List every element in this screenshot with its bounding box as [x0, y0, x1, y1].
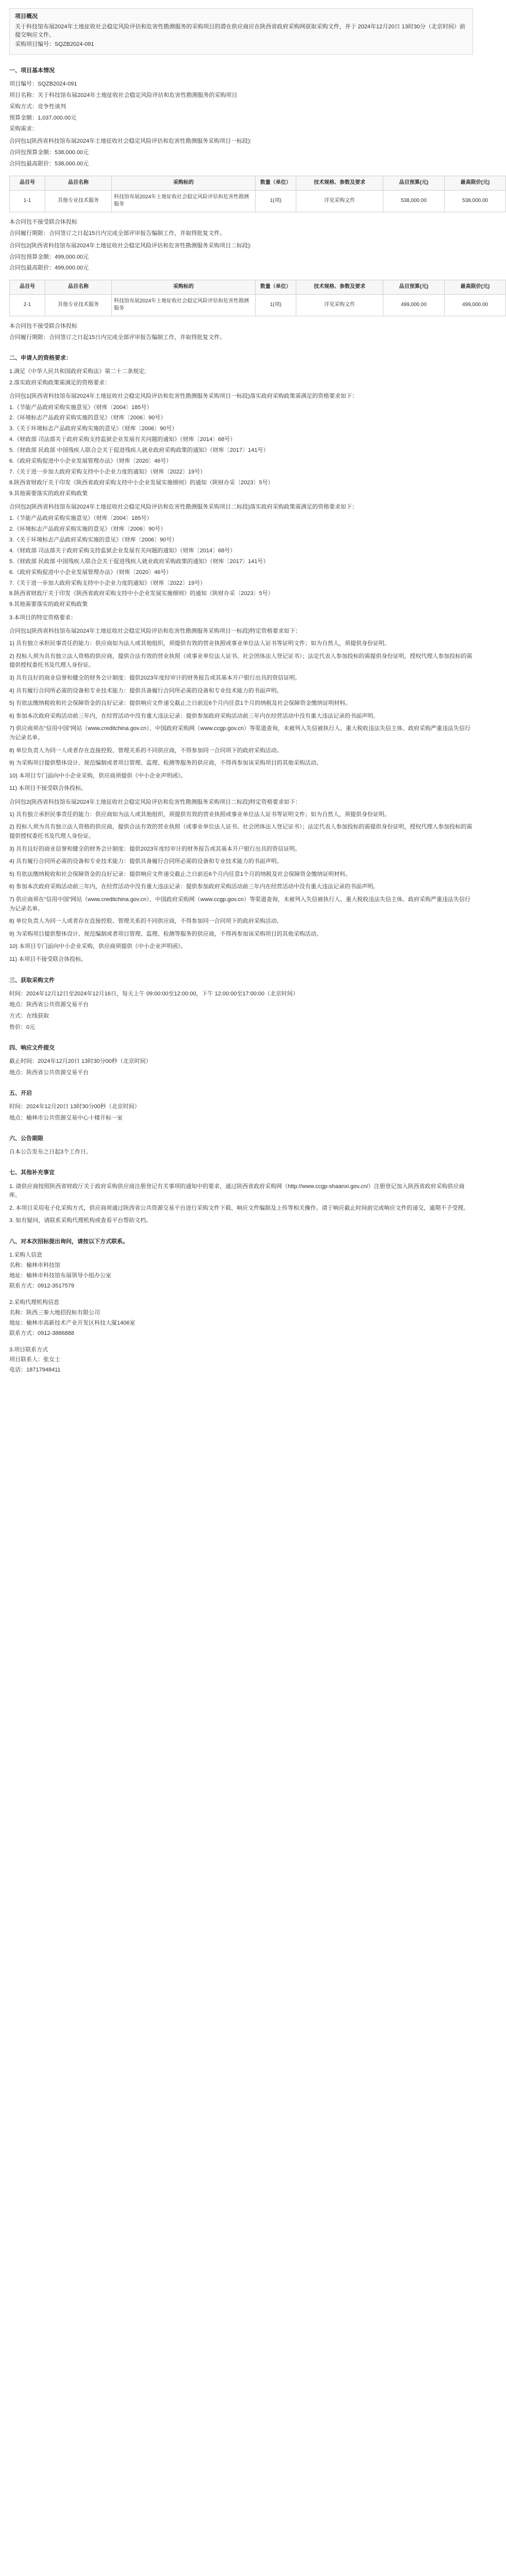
policy-item: 6.《政府采购促进中小企业发展管理办法》（财库〔2020〕46号） — [9, 569, 172, 575]
package-1-table-wrap — [9, 176, 490, 212]
announcement-content — [9, 8, 490, 1377]
document-access-place: 地点：陕西省公共资源交易平台 — [9, 1002, 89, 1008]
buyer-title: 1.采购人信息 — [9, 1252, 43, 1258]
opening-time: 时间：2024年12月20日 13时30分00秒（北京时间） — [9, 1104, 140, 1110]
package-1-cell: 1(项) — [256, 190, 296, 212]
policy-item: 7.《关于进一步加大政府采购支持中小企业力度的通知》（财库〔2022〕19号） — [9, 469, 206, 476]
policy-item: 5.《财政部 民政部 中国残疾人联合会关于促进残疾人就业政府采购政策的通知》（财库〔2017〕141号） — [9, 558, 269, 565]
special-requirement-item: 4) 具有履行合同所必需的设备和专业技术能力：提供具备履行合同所必需的设备和专业技术能力的书面声明。 — [9, 858, 282, 865]
buyer-contact: 联系方式：0912-3517579 — [9, 1282, 74, 1289]
package-2-special-intro: 合同包2(陕西省科技馆布展2024年土地征收社会稳定风险评估和危害性勘测服务采购项目二标段)特定资格要求如下： — [9, 799, 301, 805]
package-2-policy-intro: 合同包2(陕西省科技馆布展2024年土地征收社会稳定风险评估和危害性勘测服务采购项目二标段)落实政府采购政策需满足的资格要求如下： — [9, 503, 358, 510]
qualification-line-1: 1.满足《中华人民共和国政府采购法》第二十二条规定; — [9, 368, 146, 375]
package-1-header-cell: 采购标的 — [112, 176, 256, 191]
section-3-title: 三、获取采购文件 — [9, 977, 55, 984]
package-2-cell: 2-1 — [10, 294, 45, 316]
package-2-table-header-row — [10, 280, 506, 295]
project-contact-phone: 电话：18717948411 — [9, 1367, 61, 1374]
special-requirement-item: 3) 具有良好的商业信誉和健全的财务会计制度：提供2023年度经审计的财务报告或其基本开户银行出具的资信证明。 — [9, 674, 301, 681]
special-requirement-item: 1) 具有独立承担民事责任的能力：供应商如为法人或其他组织，须提供有效的营业执照或事业单位法人证书等证明文件；如为自然人，须提供身份证明。 — [9, 811, 390, 818]
policy-item: 9.其他需要落实的政府采购政策 — [9, 490, 88, 497]
package-1-intro: 合同包1(陕西省科技馆布展2024年土地征收社会稳定风险评估和危害性勘测服务采购项目一标段): — [9, 138, 251, 145]
package-1-header-cell: 最高限价(元) — [445, 176, 506, 191]
package-1-cell: 538,000.00 — [445, 190, 506, 212]
project-contact-person: 项目联系人：张女士 — [9, 1357, 60, 1363]
package-1-table-header-row — [10, 176, 506, 191]
special-requirement-item: 1) 具有独立承担民事责任的能力：供应商如为法人或其他组织，须提供有效的营业执照或事业单位法人证书等证明文件；如为自然人，须提供身份证明。 — [9, 640, 390, 647]
policy-item: 1.《节能产品政府采购实施意见》（财库〔2004〕185号） — [9, 404, 153, 411]
agency-name: 名称：陕西三秦大地招投标有限公司 — [9, 1309, 100, 1316]
requirement-intro: 采购需求： — [9, 126, 38, 132]
buyer-address: 地址：榆林市科技馆布展领导小组办公室 — [9, 1272, 111, 1279]
special-requirement-item: 6) 参加本次政府采购活动前三年内，在经营活动中没有重大违法记录：提供参加政府采购活动前三年内在经营活动中没有重大违法记录的书面声明。 — [9, 713, 379, 719]
document-access-method: 方式：在线获取 — [9, 1013, 49, 1020]
additional-info-2: 2. 本项目采用电子化采购方式，供应商须通过陕西省公共资源交易平台进行采购文件下载、响应文件编制及上传等相关操作。请于响应截止时间前完成响应文件的递交，逾期不予受理。 — [9, 1205, 469, 1211]
policy-item: 8.陕西省财政厅关于印发《陕西省政府采购支持中小企业发展实施细则》的通知（陕财办采〔2023〕5号） — [9, 480, 274, 486]
package-1-term: 合同履行期限：合同签订之日起15日内完成全部评审报告编制工作，并取得批复文件。 — [9, 230, 226, 236]
special-requirement-item: 2) 投标人须为具有独立法人资格的供应商，提供合法有效的营业执照（或事业单位法人证书、社会团体法人登记证书）；法定代表人参加投标的需提供身份证明，授权代理人参加投标的需提供授权委托书及代理人身份证。 — [9, 824, 473, 840]
package-1-header-cell: 技术规格、参数及要求 — [296, 176, 383, 191]
package-1-header-cell: 品目名称 — [45, 176, 112, 191]
package-2-policy-block — [9, 503, 473, 609]
section-4-title: 四、响应文件提交 — [9, 1045, 55, 1052]
budget-total: 预算金额：1,037,000.00元 — [9, 114, 77, 121]
section-7-title: 七、其他补充事宜 — [9, 1169, 55, 1176]
package-2-block — [9, 242, 490, 342]
package-2-policy-list — [9, 515, 473, 609]
special-requirement-item: 4) 具有履行合同所必需的设备和专业技术能力：提供具备履行合同所必需的设备和专业技术能力的书面声明。 — [9, 687, 282, 694]
special-requirement-item: 3) 具有良好的商业信誉和健全的财务会计制度：提供2023年度经审计的财务报告或其基本开户银行出具的资信证明。 — [9, 845, 301, 852]
policy-item: 8.陕西省财政厅关于印发《陕西省政府采购支持中小企业发展实施细则》的通知（陕财办采〔2023〕5号） — [9, 590, 274, 597]
special-requirement-item: 11) 本项目不接受联合体投标。 — [9, 785, 87, 792]
special-requirement-item: 10) 本项目专门面向中小企业采购，供应商须提供《中小企业声明函》。 — [9, 772, 187, 779]
package-1-table — [9, 176, 506, 212]
special-requirement-item: 5) 有依法缴纳税收和社会保障资金的良好记录：提供响应文件递交截止之日前近6个月内任意1个月的纳税及社会保障资金缴纳证明材料。 — [9, 871, 351, 877]
policy-item: 2.《环境标志产品政府采购实施的意见》（财库〔2006〕90号） — [9, 526, 166, 532]
qualification-line-2: 2.落实政府采购政策需满足的资格要求： — [9, 379, 111, 386]
special-requirement-item: 9) 为采购项目提供整体设计、规范编制或者项目管理、监理、检测等服务的供应商，不得再参加该采购项目的其他采购活动。 — [9, 930, 322, 937]
package-1-limit: 合同包最高限价：538,000.00元 — [9, 161, 89, 167]
package-2-header-cell: 技术规格、参数及要求 — [296, 280, 383, 295]
package-1-special-block — [9, 628, 473, 793]
package-2-budget: 合同包预算金额：499,000.00元 — [9, 253, 89, 260]
package-1-header-cell: 品目号 — [10, 176, 45, 191]
package-1-policy-list — [9, 404, 473, 498]
submission-deadline: 截止时间：2024年12月20日 13时30分00秒（北京时间） — [9, 1058, 151, 1065]
policy-item: 6.《政府采购促进中小企业发展管理办法》（财库〔2020〕46号） — [9, 458, 172, 465]
package-2-header-cell: 品目名称 — [45, 280, 112, 295]
agency-contact-block — [9, 1299, 473, 1338]
package-1-header-cell: 数量（单位） — [256, 176, 296, 191]
package-2-cell: 1(项) — [256, 294, 296, 316]
project-number: 项目编号：SQZB2024-091 — [9, 80, 77, 87]
special-requirement-item: 10) 本项目专门面向中小企业采购，供应商须提供《中小企业声明函》。 — [9, 943, 187, 950]
package-2-header-cell: 品目号 — [10, 280, 45, 295]
package-1-block — [9, 138, 490, 238]
qualification-line-3: 3.本项目的特定资格要求： — [9, 615, 77, 621]
policy-item: 4.《财政部 司法部关于政府采购支持监狱企业发展有关问题的通知》（财库〔2014〕68号） — [9, 547, 236, 554]
section-5-title: 五、开启 — [9, 1090, 32, 1097]
agency-address: 地址：榆林市高新技术产业开发区科技大厦1406室 — [9, 1319, 136, 1326]
special-requirement-item: 8) 单位负责人为同一人或者存在直接控股、管理关系的不同供应商，不得参加同一合同项下的政府采购活动。 — [9, 747, 282, 754]
policy-item: 3.《关于环境标志产品政府采购实施的意见》（财库〔2006〕90号） — [9, 426, 178, 432]
package-2-header-cell: 品目预算(元) — [383, 280, 445, 295]
package-2-intro: 合同包2(陕西省科技馆布展2024年土地征收社会稳定风险评估和危害性勘测服务采购项目二标段): — [9, 242, 251, 249]
procurement-method: 采购方式：竞争性谈判 — [9, 103, 66, 110]
section-2-title: 二、申请人的资格要求： — [9, 354, 72, 361]
policy-item: 1.《节能产品政府采购实施意见》（财库〔2004〕185号） — [9, 515, 153, 521]
special-requirement-item: 2) 投标人须为具有独立法人资格的供应商，提供合法有效的营业执照（或事业单位法人证书、社会团体法人登记证书）；法定代表人参加投标的需提供身份证明，授权代理人参加投标的需提供授权委托书及代理人身份证。 — [9, 653, 473, 669]
special-requirement-item: 5) 有依法缴纳税收和社会保障资金的良好记录：提供响应文件递交截止之日前近6个月内任意1个月的纳税及社会保障资金缴纳证明材料。 — [9, 700, 351, 707]
package-2-cell: 其他专业技术服务 — [45, 294, 112, 316]
package-2-cell: 499,000.00 — [445, 294, 506, 316]
package-1-note: 本合同包不接受联合体投标 — [9, 218, 77, 225]
package-1-cell: 1-1 — [10, 190, 45, 212]
section-6-title: 六、公告期限 — [9, 1135, 43, 1142]
special-requirement-item: 6) 参加本次政府采购活动前三年内，在经营活动中没有重大违法记录：提供参加政府采购活动前三年内在经营活动中没有重大违法记录的书面声明。 — [9, 884, 379, 890]
package-1-budget: 合同包预算金额：538,000.00元 — [9, 149, 89, 156]
section-1-title: 一、项目基本情况 — [9, 67, 55, 74]
submission-place: 地点：陕西省公共资源交易平台 — [9, 1070, 89, 1076]
project-name: 项目名称：关于科技馆布展2024年土地征收社会稳定风险评估和危害性勘测服务的采购项目 — [9, 92, 238, 98]
package-1-cell: 538,000.00 — [383, 190, 445, 212]
project-contact-title: 3.项目联系方式 — [9, 1346, 48, 1353]
package-2-term: 合同履行期限：合同签订之日起15日内完成全部评审报告编制工作，并取得批复文件。 — [9, 334, 226, 341]
package-2-table-row — [10, 294, 506, 316]
special-requirement-item: 9) 为采购项目提供整体设计、规范编制或者项目管理、监理、检测等服务的供应商，不得再参加该采购项目的其他采购活动。 — [9, 760, 322, 767]
summary-title: 项目概况 — [15, 13, 38, 20]
additional-info-1: 1. 请供应商按照陕西省财政厅关于政府采购供应商注册登记有关事项的通知中的要求，通过陕西省政府采购网（http://www.ccgp-shaanxi.gov.cn/）注册登记加入陕西省政府采购供应商库。 — [9, 1183, 465, 1199]
additional-info-3: 3. 如有疑问，请联系采购代理机构或查看平台帮助文档。 — [9, 1217, 152, 1224]
section-8-title: 八、对本次招标提出询问，请按以下方式联系。 — [9, 1239, 128, 1245]
package-1-header-cell: 品目预算(元) — [383, 176, 445, 191]
package-2-special-block — [9, 799, 473, 964]
package-2-header-cell: 最高限价(元) — [445, 280, 506, 295]
package-1-policy-block — [9, 393, 473, 498]
agency-contact: 联系方式：0912-3886888 — [9, 1330, 74, 1336]
opening-place: 地点：榆林市公共资源交易中心十楼开标一室 — [9, 1114, 123, 1121]
package-2-header-cell: 采购标的 — [112, 280, 256, 295]
package-1-cell: 科技馆布展2024年土地征收社会稳定风险评估和危害性勘测服务 — [112, 190, 256, 212]
package-2-cell: 科技馆布展2024年土地征收社会稳定风险评估和危害性勘测服务 — [112, 294, 256, 316]
policy-item: 3.《关于环境标志产品政府采购实施的意见》（财库〔2006〕90号） — [9, 536, 178, 543]
special-requirement-item: 7) 供应商须在“信用中国”网站（www.creditchina.gov.cn）、中国政府采购网（www.ccgp.gov.cn）等渠道查询，未被列入失信被执行人、重大税收违法失信主体、政府采购严重违法失信行为记录名单。 — [9, 896, 470, 912]
agency-title: 2.采购代理机构信息 — [9, 1299, 60, 1306]
special-requirement-item: 11) 本项目不接受联合体投标。 — [9, 956, 87, 962]
policy-item: 7.《关于进一步加大政府采购支持中小企业力度的通知》（财库〔2022〕19号） — [9, 580, 206, 586]
buyer-contact-block — [9, 1251, 473, 1291]
package-2-table — [9, 280, 506, 316]
notice-period: 自本公告发布之日起3个工作日。 — [9, 1148, 92, 1155]
buyer-name: 名称：榆林市科技馆 — [9, 1262, 60, 1268]
package-2-note: 本合同包不接受联合体投标 — [9, 323, 77, 329]
package-2-cell: 499,000.00 — [383, 294, 445, 316]
policy-item: 9.其他需要落实的政府采购政策 — [9, 601, 88, 608]
policy-item: 5.《财政部 民政部 中国残疾人联合会关于促进残疾人就业政府采购政策的通知》（财库〔2017〕141号） — [9, 447, 269, 454]
package-1-cell: 详见采购文件 — [296, 190, 383, 212]
package-1-special-intro: 合同包1(陕西省科技馆布展2024年土地征收社会稳定风险评估和危害性勘测服务采购项目一标段)特定资格要求如下： — [9, 628, 301, 635]
document-price: 售价：0元 — [9, 1024, 36, 1031]
package-2-header-cell: 数量（单位） — [256, 280, 296, 295]
policy-item: 4.《财政部 司法部关于政府采购支持监狱企业发展有关问题的通知》（财库〔2014〕68号） — [9, 436, 236, 443]
package-1-cell: 其他专业技术服务 — [45, 190, 112, 212]
special-requirement-item: 7) 供应商须在“信用中国”网站（www.creditchina.gov.cn）、中国政府采购网（www.ccgp.gov.cn）等渠道查询，未被列入失信被执行人、重大税收违法失信主体、政府采购严重违法失信行为记录名单。 — [9, 725, 470, 741]
policy-item: 2.《环境标志产品政府采购实施的意见》（财库〔2006〕90号） — [9, 415, 166, 421]
project-summary-box — [9, 8, 473, 55]
document-access-time: 时间：2024年12月12日至2024年12月16日，每天上午 09:00:00至12:00:00，下午 12:00:00至17:00:00（北京时间） — [9, 990, 299, 997]
project-contact-block — [9, 1346, 473, 1375]
package-2-cell: 详见采购文件 — [296, 294, 383, 316]
package-2-table-wrap — [9, 280, 490, 316]
package-1-policy-intro: 合同包1(陕西省科技馆布展2024年土地征收社会稳定风险评估和危害性勘测服务采购项目一标段)落实政府采购政策需满足的资格要求如下： — [9, 393, 358, 399]
package-2-limit: 合同包最高限价：499,000.00元 — [9, 265, 89, 272]
special-requirement-item: 8) 单位负责人为同一人或者存在直接控股、管理关系的不同供应商，不得参加同一合同项下的政府采购活动。 — [9, 918, 282, 925]
summary-line-1: 关于科技馆布展2024年土地征收社会稳定风险评估和危害性勘测服务的采购项目的潜在供应商应在陕西省政府采购网获取采购文件，并于 2024年12月20日 13时30分（北京时间）前提交响应文件。 — [15, 23, 465, 38]
summary-line-2: 采购项目编号：SQZB2024-091 — [15, 41, 94, 47]
package-1-table-row — [10, 190, 506, 212]
